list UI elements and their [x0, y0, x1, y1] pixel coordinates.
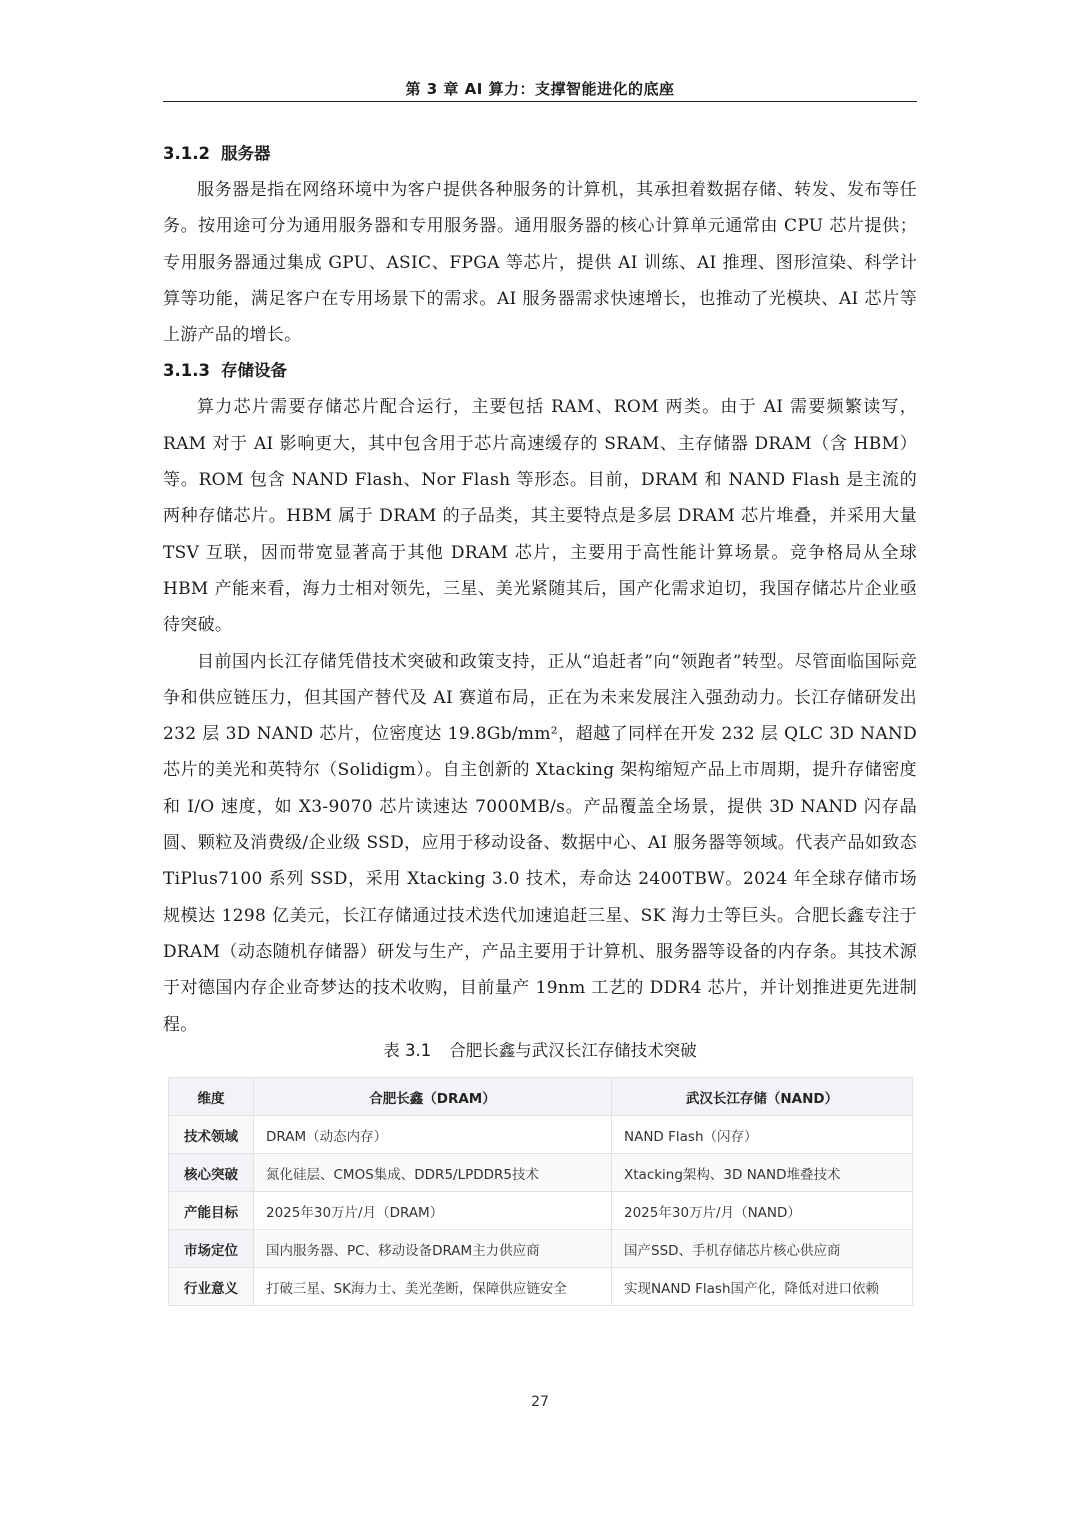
table-cell: 打破三星、SK海力士、美光垄断，保障供应链安全	[254, 1268, 612, 1306]
table-row	[169, 1268, 913, 1306]
table-row-header: 行业意义	[169, 1268, 254, 1306]
page-number: 27	[531, 1394, 549, 1410]
header-rule	[163, 101, 917, 102]
section-number: 3.1.3	[163, 361, 210, 381]
table-cell: 2025年30万片/月（DRAM）	[254, 1192, 612, 1230]
section-title: 服务器	[221, 144, 271, 163]
table-row	[169, 1230, 913, 1268]
table-cell: 国产SSD、手机存储芯片核心供应商	[612, 1230, 913, 1268]
table-cell: DRAM（动态内存）	[254, 1116, 612, 1154]
body-content	[163, 136, 917, 1043]
table-row	[169, 1154, 913, 1192]
table-header-cell: 合肥长鑫（DRAM）	[254, 1078, 612, 1116]
table-caption-number: 表 3.1	[383, 1041, 432, 1060]
table-row	[169, 1192, 913, 1230]
table-cell: 2025年30万片/月（NAND）	[612, 1192, 913, 1230]
table-cell: Xtacking架构、3D NAND堆叠技术	[612, 1154, 913, 1192]
page-header: 第 3 章 AI 算力：支撑智能进化的底座	[405, 80, 675, 98]
section-title: 存储设备	[221, 361, 287, 381]
table-caption	[163, 1038, 917, 1064]
table-row-header: 市场定位	[169, 1230, 254, 1268]
paragraph-servers: 服务器是指在网络环境中为客户提供各种服务的计算机，其承担着数据存储、转发、发布等任务。按用途可分为通用服务器和专用服务器。通用服务器的核心计算单元通常由 CPU 芯片提供；专用服务器通过集成 GPU、ASIC、FPGA 等芯片，提供 AI 训练、AI 推理、图形渲染、科学计算等功能，满足客户在专用场景下的需求。AI 服务器需求快速增长，也推动了光模块、AI 芯片等上游产品的增长。	[163, 180, 917, 346]
section-heading-3-1-3	[163, 353, 917, 389]
table-row	[169, 1116, 913, 1154]
comparison-table	[168, 1077, 913, 1306]
section-number: 3.1.2	[163, 144, 210, 163]
paragraph-storage-intro: 算力芯片需要存储芯片配合运行，主要包括 RAM、ROM 两类。由于 AI 需要频繁读写，RAM 对于 AI 影响更大，其中包含用于芯片高速缓存的 SRAM、主存储器 DRAM（含 HBM）等。ROM 包含 NAND Flash、Nor Flash 等形态。目前，DRAM 和 NAND Flash 是主流的两种存储芯片。HBM 属于 DRAM 的子品类，其主要特点是多层 DRAM 芯片堆叠，并采用大量 TSV 互联，因而带宽显著高于其他 DRAM 芯片，主要用于高性能计算场景。竞争格局从全球 HBM 产能来看，海力士相对领先，三星、美光紧随其后，国产化需求迫切，我国存储芯片企业亟待突破。	[163, 397, 917, 636]
table-caption-title: 合肥长鑫与武汉长江存储技术突破	[449, 1041, 697, 1060]
table-cell: 实现NAND Flash国产化，降低对进口依赖	[612, 1268, 913, 1306]
table-cell: 氮化硅层、CMOS集成、DDR5/LPDDR5技术	[254, 1154, 612, 1192]
table-header-row	[169, 1078, 913, 1116]
section-heading-3-1-2	[163, 136, 917, 172]
table-cell: NAND Flash（闪存）	[612, 1116, 913, 1154]
table-header-cell: 武汉长江存储（NAND）	[612, 1078, 913, 1116]
paragraph-storage-ymtc: 目前国内长江存储凭借技术突破和政策支持，正从“追赶者”向“领跑者”转型。尽管面临国际竞争和供应链压力，但其国产替代及 AI 赛道布局，正在为未来发展注入强劲动力。长江存储研发出 232 层 3D NAND 芯片，位密度达 19.8Gb/mm²，超越了同样在开发 232 层 QLC 3D NAND 芯片的美光和英特尔（Solidigm）。自主创新的 Xtacking 架构缩短产品上市周期，提升存储密度和 I/O 速度，如 X3-9070 芯片读速达 7000MB/s。产品覆盖全场景，提供 3D NAND 闪存晶圆、颗粒及消费级/企业级 SSD，应用于移动设备、数据中心、AI 服务器等领域。代表产品如致态 TiPlus7100 系列 SSD，采用 Xtacking 3.0 技术，寿命达 2400TBW。2024 年全球存储市场规模达 1298 亿美元，长江存储通过技术迭代加速追赶三星、SK 海力士等巨头。合肥长鑫专注于 DRAM（动态随机存储器）研发与生产，产品主要用于计算机、服务器等设备的内存条。其技术源于对德国内存企业奇梦达的技术收购，目前量产 19nm 工艺的 DDR4 芯片，并计划推进更先进制程。	[163, 651, 917, 1035]
table-row-header: 产能目标	[169, 1192, 254, 1230]
table-row-header: 核心突破	[169, 1154, 254, 1192]
table-header-cell: 维度	[169, 1078, 254, 1116]
table-row-header: 技术领域	[169, 1116, 254, 1154]
table-cell: 国内服务器、PC、移动设备DRAM主力供应商	[254, 1230, 612, 1268]
